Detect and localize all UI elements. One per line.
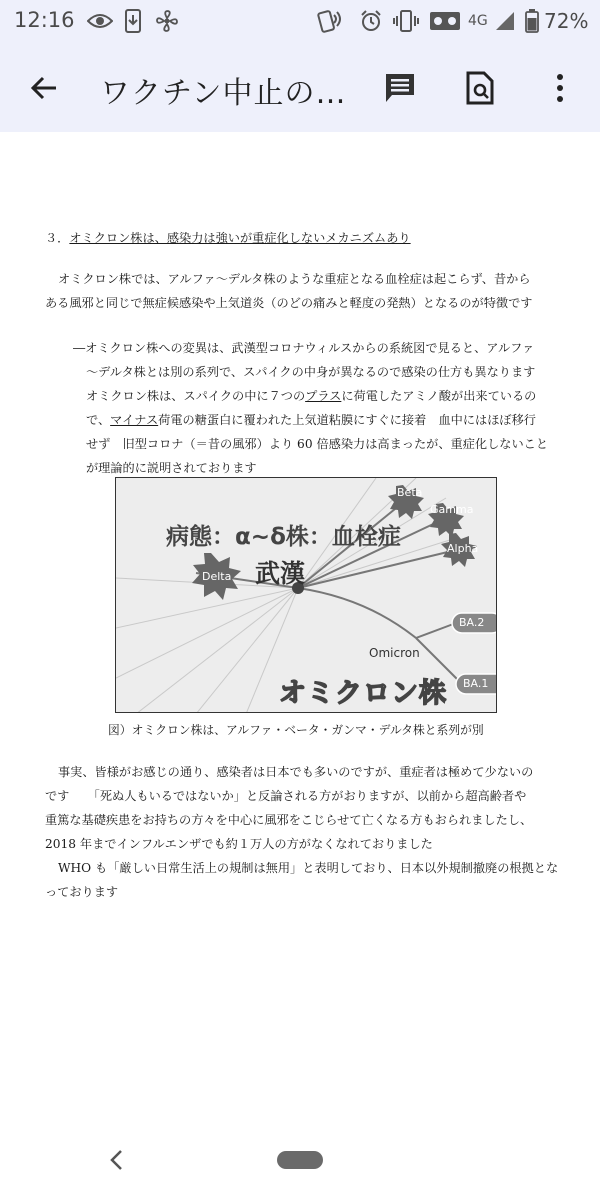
paragraph-line: っております xyxy=(45,885,119,899)
navigation-bar xyxy=(0,1132,600,1200)
underlined-plus: プラス xyxy=(305,389,342,403)
wuhan-label: 武漢 xyxy=(255,559,306,588)
bullet-line xyxy=(86,411,536,428)
bullet-line: が理論的に説明されております xyxy=(86,461,257,475)
text-run: で、 xyxy=(86,413,111,427)
section-heading-text: オミクロン株は、感染力は強いが重症化しないメカニズムあり xyxy=(69,231,411,245)
document-page xyxy=(0,132,600,1132)
section-heading xyxy=(45,229,411,246)
ba1-label: BA.1 xyxy=(463,677,489,690)
document-title: ワクチン中止の… xyxy=(100,76,347,111)
figure-title: 病態：α~δ株：血栓症 xyxy=(166,524,401,550)
figure-caption: 図）オミクロン株は、アルファ・ベータ・ガンマ・デルタ株と系列が別 xyxy=(108,723,484,737)
ba2-label: BA.2 xyxy=(459,616,485,629)
paragraph-line: 事実、皆様がお感じの通り、感染者は日本でも多いのですが、重症者は極めて少ないの xyxy=(58,765,534,779)
bullet-line: 〜デルタ株とは別の系列で、スパイクの中身が異なるので感染の仕方も異なります xyxy=(86,365,536,379)
paragraph-line: WHO も「厳しい日常生活上の規制は無用」と表明しており、日本以外規制撤廃の根拠とな xyxy=(58,861,559,875)
nav-back-icon[interactable] xyxy=(104,1146,128,1174)
omicron-label: Omicron xyxy=(369,646,420,660)
status-bar xyxy=(0,0,600,44)
vibrate-icon xyxy=(392,9,420,33)
eye-icon xyxy=(86,9,114,33)
comment-icon[interactable] xyxy=(378,66,422,110)
home-pill[interactable] xyxy=(277,1151,323,1169)
gamma-label: Gamma xyxy=(430,503,474,516)
delta-label: Delta xyxy=(202,570,232,583)
battery-icon xyxy=(524,9,540,33)
bullet-line: ―オミクロン株への変異は、武漢型コロナウィルスからの系統図で見ると、アルファ xyxy=(73,341,535,355)
text-run: 荷電の糖蛋白に覆われた上気道粘膜にすぐに接着 血中にはほぼ移行 xyxy=(158,413,536,427)
battery-percent: 72% xyxy=(544,9,589,33)
paragraph-line: ある風邪と同じで無症候感染や上気道炎（のどの痛みと軽度の発熱）となるのが特徴です xyxy=(45,296,533,310)
underlined-minus: マイナス xyxy=(110,413,159,427)
fan-icon xyxy=(154,9,180,33)
text-run: オミクロン株は、スパイクの中に７つの xyxy=(86,389,306,403)
nfc-icon xyxy=(316,9,344,33)
bullet-line xyxy=(86,387,536,404)
alarm-icon xyxy=(358,9,384,33)
network-type: 4G xyxy=(468,13,488,29)
back-arrow-icon[interactable] xyxy=(22,66,66,110)
omicron-jp-label: オミクロン株 xyxy=(279,678,447,709)
lineage-figure xyxy=(115,477,497,713)
media-icon xyxy=(428,9,462,33)
more-vert-icon[interactable] xyxy=(538,66,582,110)
paragraph-line: です 「死ぬ人もいるではないか」と反論される方がおりますが、以前から超高齢者や xyxy=(45,789,527,803)
beta-label: Beta xyxy=(397,486,423,499)
status-time: 12:16 xyxy=(14,8,75,32)
signal-icon xyxy=(494,9,516,33)
paragraph-line: オミクロン株では、アルファ〜デルタ株のような重症となる血栓症は起こらず、昔から xyxy=(58,272,531,286)
section-number: ３． xyxy=(45,231,70,245)
paragraph-line: 2018 年までインフルエンザでも約１万人の方がなくなれておりました xyxy=(45,837,433,851)
text-run: に荷電したアミノ酸が出来ているの xyxy=(341,389,537,403)
paragraph-line: 重篤な基礎疾患をお持ちの方々を中心に風邪をこじらせて亡くなる方もおられましたし、 xyxy=(45,813,533,827)
bullet-line: せず 旧型コロナ（＝昔の風邪）より 60 倍感染力は高まったが、重症化しないこと xyxy=(86,437,549,451)
alpha-label: Alpha xyxy=(447,542,479,555)
app-bar xyxy=(0,44,600,132)
download-icon xyxy=(122,9,144,33)
search-document-icon[interactable] xyxy=(458,66,502,110)
